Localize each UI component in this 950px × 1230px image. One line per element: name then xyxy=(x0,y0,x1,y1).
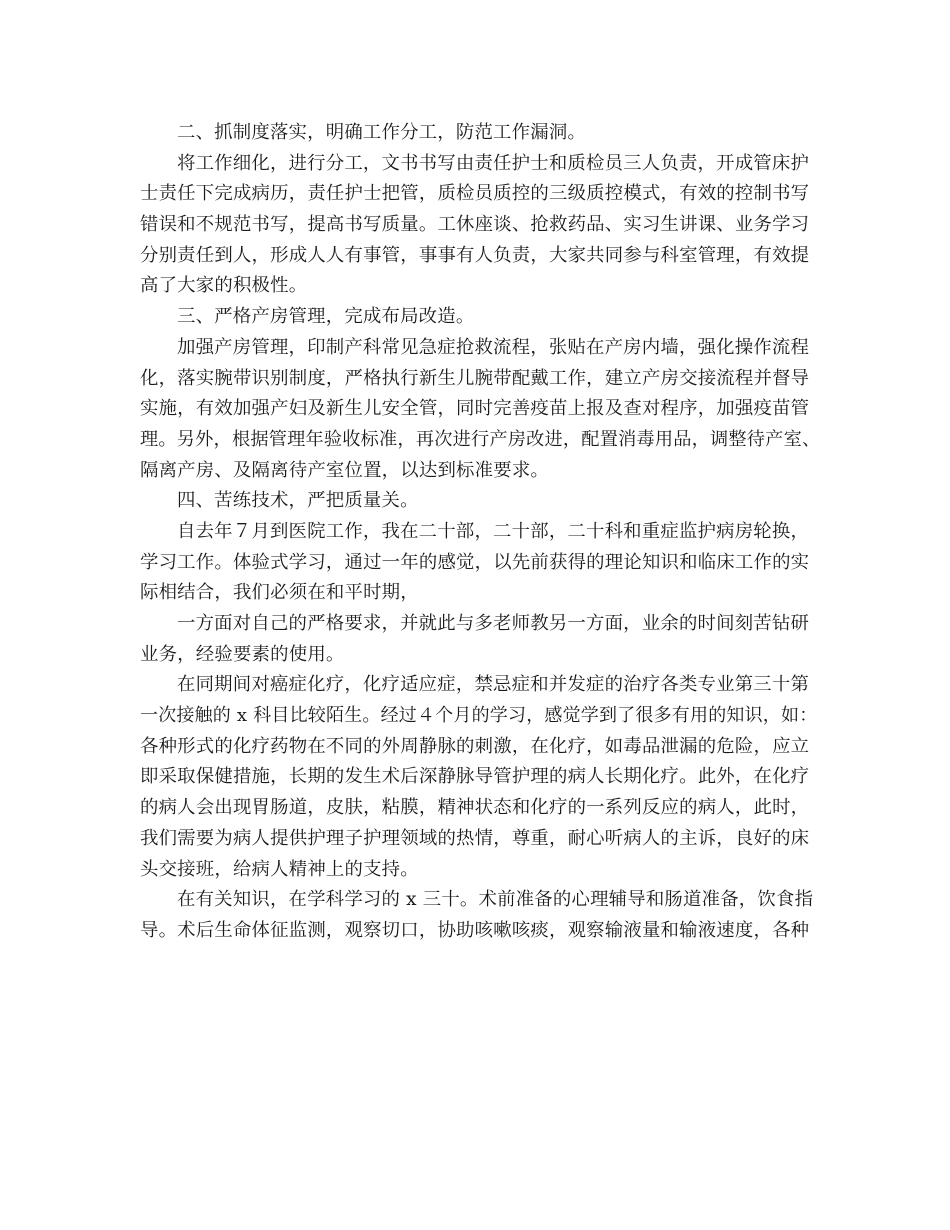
text-line: 高了大家的积极性。 xyxy=(140,275,308,297)
text-line: 四、苦练技术，严把质量关。 xyxy=(177,490,419,512)
text-line: 士责任下完成病历，责任护士把管，质检员质控的三级质控模式，有效的控制书写 xyxy=(140,183,810,205)
text-line: 隔离产房、及隔离待产室位置，以达到标准要求。 xyxy=(140,459,549,481)
text-line: 头交接班，给病人精神上的支持。 xyxy=(140,858,419,880)
text-line: 我们需要为病人提供护理子护理领域的热情，尊重，耐心听病人的主诉，良好的床 xyxy=(140,827,810,849)
text-line: 的病人会出现胃肠道，皮肤，粘膜，精神状态和化疗的一系列反应的病人，此时， xyxy=(140,797,810,819)
text-line: 加强产房管理，印制产科常见急症抢救流程，张贴在产房内墙，强化操作流程 xyxy=(177,336,810,358)
text-line: 在同期间对癌症化疗，化疗适应症，禁忌症和并发症的治疗各类专业第三十第 xyxy=(177,674,810,696)
text-line: 际相结合，我们必须在和平时期， xyxy=(140,582,419,604)
text-line: 即采取保健措施，长期的发生术后深静脉导管护理的病人长期化疗。此外，在化疗 xyxy=(140,766,810,788)
text-line: 理。另外，根据管理年验收标准，再次进行产房改进，配置消毒用品，调整待产室、 xyxy=(140,428,821,450)
text-line: 各种形式的化疗药物在不同的外周静脉的刺激，在化疗，如毒品泄漏的危险，应立 xyxy=(140,735,810,757)
text-line: 二、抓制度落实，明确工作分工，防范工作漏洞。 xyxy=(177,122,586,143)
text-line: 自去年７月到医院工作，我在二十部，二十部，二十科和重症监护病房轮换， xyxy=(177,520,810,542)
text-line: 业务，经验要素的使用。 xyxy=(140,643,345,665)
text-line: 学习工作。体验式学习，通过一年的感觉，以先前获得的理论知识和临床工作的实 xyxy=(140,551,810,573)
text-line: 一方面对自己的严格要求，并就此与多老师教另一方面，业余的时间刻苦钻研 xyxy=(177,613,810,634)
text-line: 错误和不规范书写，提高书写质量。工休座谈、抢救药品、实习生讲课、业务学习 xyxy=(140,214,810,236)
text-line: 一次接触的 x 科目比较陌生。经过４个月的学习，感觉学到了很多有用的知识，如： xyxy=(140,705,818,727)
text-line: 化，落实腕带识别制度，严格执行新生儿腕带配戴工作，建立产房交接流程并督导 xyxy=(140,367,810,389)
document-body xyxy=(140,118,820,947)
text-line: 将工作细化，进行分工，文书书写由责任护士和质检员三人负责，开成管床护 xyxy=(177,152,810,174)
text-line: 实施，有效加强产妇及新生儿安全管，同时完善疫苗上报及查对程序，加强疫苗管 xyxy=(140,398,810,420)
text-line: 在有关知识，在学科学习的 x 三十。术前准备的心理辅导和肠道准备，饮食指 xyxy=(177,889,814,911)
text-line: 导。术后生命体征监测，观察切口，协助咳嗽咳痰，观察输液量和输液速度，各种 xyxy=(140,919,810,941)
text-line: 分别责任到人，形成人人有事管，事事有人负责，大家共同参与科室管理，有效提 xyxy=(140,244,810,266)
text-line: 三、严格产房管理，完成布局改造。 xyxy=(177,306,475,328)
